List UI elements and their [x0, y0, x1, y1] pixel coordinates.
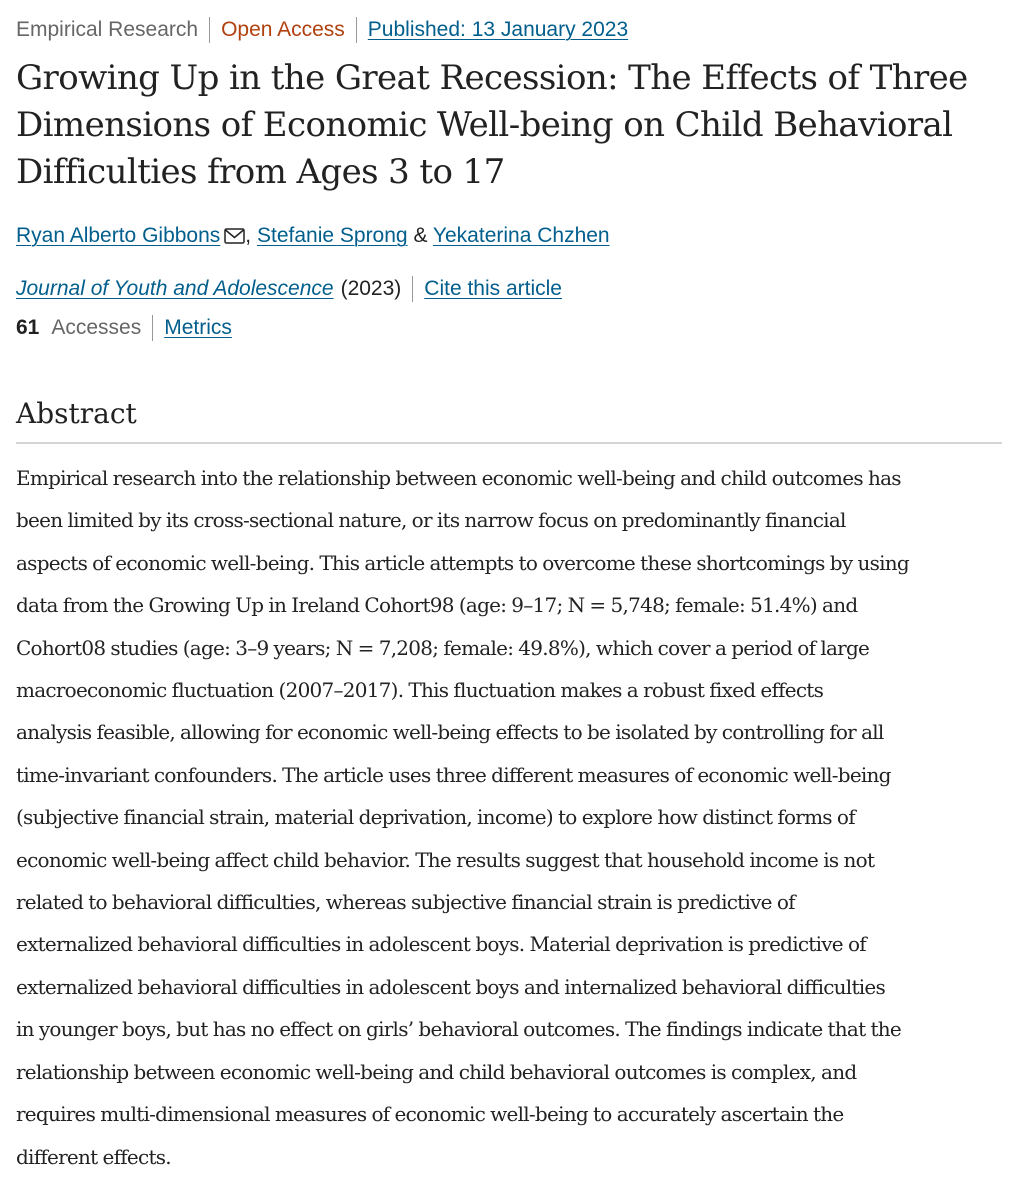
abstract-body: [16, 457, 1006, 1178]
abstract-line: requires multi-dimensional measures of economic well-being to accurately ascertain the: [16, 1102, 844, 1127]
abstract-line: (subjective financial strain, material deprivation, income) to explore how distinct forms of: [16, 805, 855, 830]
article-title: Growing Up in the Great Recession: The Effects of Three Dimensions of Economic Well-being on Child Behavioral Difficulties from Ages 3 to 17: [16, 58, 968, 192]
article-type-label: Empirical Research: [16, 18, 199, 41]
publication-year: (2023): [340, 277, 402, 300]
author-separator: ,: [245, 224, 252, 247]
article-meta-row: [16, 14, 628, 46]
open-access-label: Open Access: [221, 18, 345, 41]
abstract-line: time-invariant confounders. The article uses three different measures of economic well-being: [16, 762, 891, 787]
author-link-sprong[interactable]: Stefanie Sprong: [256, 224, 408, 247]
journal-link[interactable]: Journal of Youth and Adolescence: [16, 277, 334, 300]
author-link-chzhen[interactable]: Yekaterina Chzhen: [432, 224, 610, 247]
abstract-line: data from the Growing Up in Ireland Cohort98 (age: 9–17; N = 5,748; female: 51.4%) and: [16, 593, 858, 618]
author-link-gibbons[interactable]: Ryan Alberto Gibbons: [16, 224, 221, 247]
abstract-line: externalized behavioral difficulties in adolescent boys and internalized behavioral difficulties: [16, 974, 885, 999]
abstract-line: macroeconomic fluctuation (2007–2017). This fluctuation makes a robust fixed effects: [16, 678, 824, 703]
abstract-heading: Abstract: [16, 397, 137, 430]
meta-divider: [152, 315, 153, 341]
meta-divider: [209, 17, 210, 43]
accesses-label: Accesses: [51, 316, 142, 339]
abstract-line: Empirical research into the relationship between economic well-being and child outcomes has: [16, 466, 901, 490]
abstract-line: in younger boys, but has no effect on girls’ behavioral outcomes. The findings indicate that the: [16, 1017, 902, 1042]
abstract-line: different effects.: [16, 1144, 171, 1169]
abstract-line: Cohort08 studies (age: 3–9 years; N = 7,208; female: 49.8%), which cover a period of large: [16, 635, 870, 660]
abstract-line: relationship between economic well-being and child behavioral outcomes is complex, and: [16, 1059, 857, 1084]
abstract-line: analysis feasible, allowing for economic well-being effects to be isolated by controlling for all: [16, 720, 884, 745]
metrics-link[interactable]: Metrics: [164, 316, 232, 339]
abstract-line: economic well-being affect child behavior. The results suggest that household income is not: [16, 847, 875, 872]
meta-divider: [356, 17, 357, 43]
abstract-line: been limited by its cross-sectional nature, or its narrow focus on predominantly financial: [16, 508, 846, 533]
mail-icon[interactable]: [224, 222, 245, 254]
author-list: [16, 220, 610, 254]
author-conjunction: &: [413, 224, 428, 247]
abstract-line: aspects of economic well-being. This article attempts to overcome these shortcomings by using: [16, 550, 909, 575]
abstract-divider: [16, 442, 1002, 444]
meta-divider: [412, 276, 413, 302]
abstract-line: related to behavioral difficulties, whereas subjective financial strain is predictive of: [16, 890, 795, 915]
abstract-line: externalized behavioral difficulties in adolescent boys. Material deprivation is predictive of: [16, 932, 866, 957]
journal-row: [16, 273, 562, 305]
metrics-row: [16, 312, 232, 344]
accesses-count: 61: [16, 316, 40, 339]
published-date-link[interactable]: Published: 13 January 2023: [367, 18, 629, 41]
cite-article-link[interactable]: Cite this article: [424, 277, 562, 300]
